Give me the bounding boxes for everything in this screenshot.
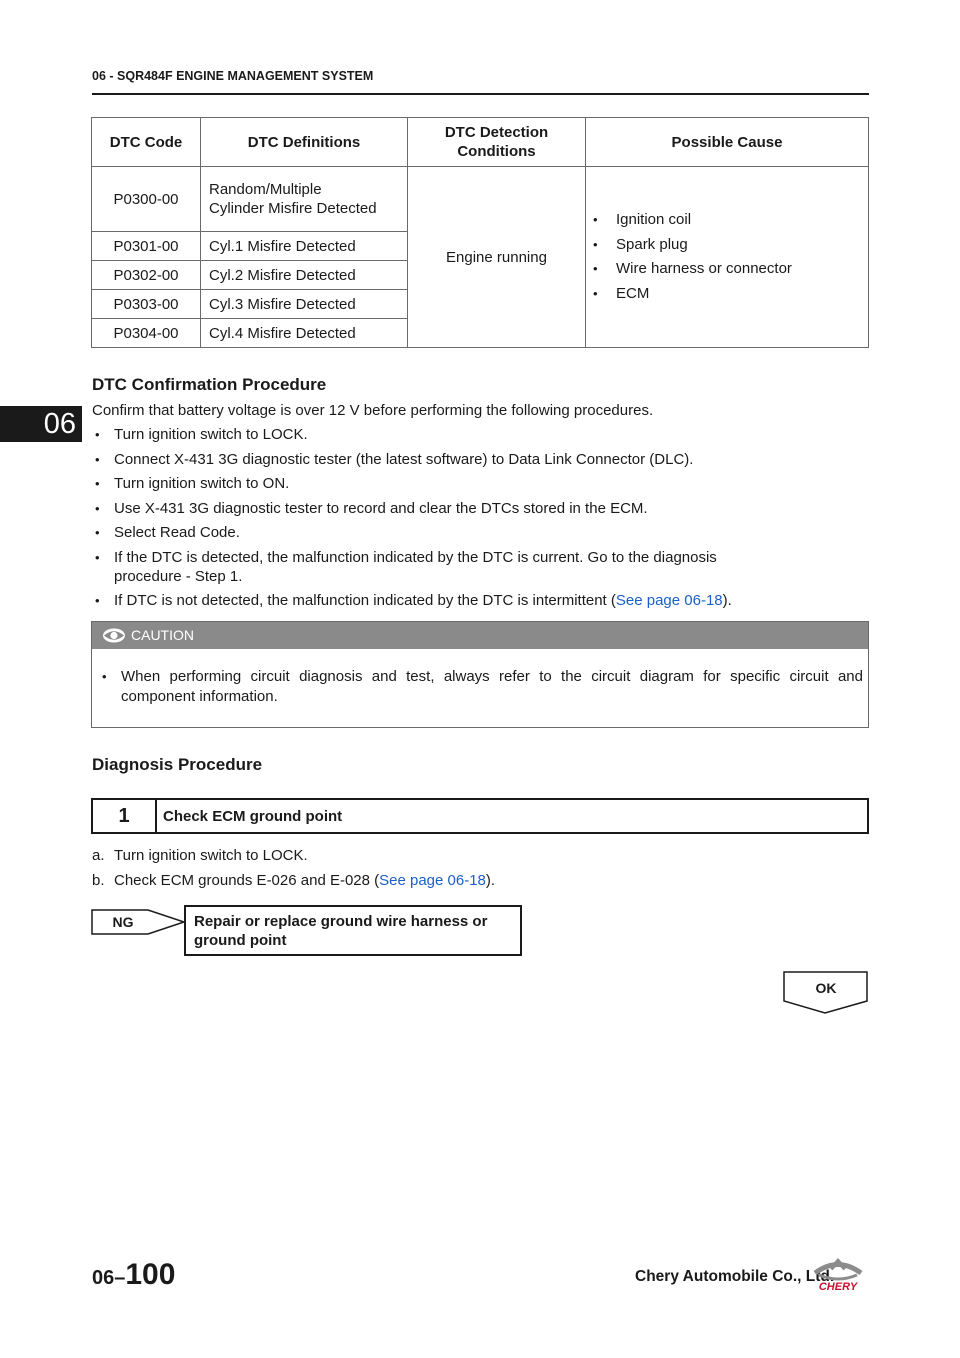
page-reference-link[interactable]: See page 06-18: [379, 871, 486, 889]
eye-icon: [102, 627, 126, 644]
list-item: [92, 846, 495, 865]
logo-text: CHERY: [818, 1281, 858, 1292]
caution-label: CAUTION: [131, 627, 194, 643]
table-header: DTC Detection Conditions: [408, 118, 586, 167]
list-item: [114, 591, 854, 610]
header-title: 06 - SQR484F ENGINE MANAGEMENT SYSTEM: [92, 69, 374, 83]
dtc-condition: Engine running: [408, 167, 586, 348]
company-name: Chery Automobile Co., Ltd.: [635, 1268, 835, 1285]
dtc-definition: Cyl.4 Misfire Detected: [201, 319, 408, 348]
list-item: • If the DTC is detected, the malfunction indicated by the DTC is current. Go to the diagnosis procedure - Step 1.: [114, 548, 774, 586]
list-item: [92, 871, 495, 890]
dtc-code: P0302-00: [92, 261, 201, 290]
page-number-value: 100: [125, 1258, 176, 1291]
caution-header: [92, 622, 868, 649]
page-prefix: 06–: [92, 1267, 126, 1289]
ok-label: OK: [815, 980, 837, 996]
ok-arrow: [783, 971, 869, 1020]
confirmation-intro: Confirm that battery voltage is over 12 V before performing the following procedures.: [92, 402, 654, 419]
chapter-tab: [0, 406, 82, 442]
dtc-definition: Cyl.3 Misfire Detected: [201, 290, 408, 319]
table-header-row: [92, 118, 869, 167]
dtc-definition: Cyl.2 Misfire Detected: [201, 261, 408, 290]
table-row: [92, 167, 869, 232]
list-item: • ECM: [612, 282, 868, 307]
list-item: • Wire harness or connector: [612, 257, 868, 282]
substep-text-end: ).: [485, 871, 496, 889]
dtc-code: P0300-00: [92, 167, 201, 232]
confirmation-steps: [114, 425, 854, 616]
header-rule: [92, 93, 869, 95]
ng-action-box: Repair or replace ground wire harness or ground point: [184, 905, 522, 956]
table-header: DTC Code: [92, 118, 201, 167]
substep-text: Check ECM grounds E-026 and E-028 (: [114, 871, 380, 889]
substeps-list: [92, 846, 495, 895]
step-box: [91, 798, 869, 834]
possible-cause-cell: [586, 167, 869, 348]
chery-logo: [807, 1256, 869, 1297]
list-item: • Use X-431 3G diagnostic tester to record and clear the DTCs stored in the ECM.: [114, 499, 854, 518]
logo-emblem-icon: [815, 1261, 861, 1279]
dtc-definition: Cyl.1 Misfire Detected: [201, 232, 408, 261]
substep-text: Turn ignition switch to LOCK.: [114, 847, 308, 864]
list-item: • Select Read Code.: [114, 523, 854, 542]
list-item: • Ignition coil: [612, 208, 868, 233]
page-number: [92, 1258, 175, 1292]
step-text: If DTC is not detected, the malfunction indicated by the DTC is intermittent (: [114, 592, 616, 609]
cause-list: [612, 208, 868, 306]
dtc-code: P0303-00: [92, 290, 201, 319]
caution-box: [91, 621, 869, 728]
step-text-end: ).: [722, 592, 732, 609]
step-number: 1: [93, 800, 157, 832]
ng-label: NG: [112, 914, 134, 930]
dtc-code: P0301-00: [92, 232, 201, 261]
list-item: • Connect X-431 3G diagnostic tester (the latest software) to Data Link Connector (DLC).: [114, 450, 854, 469]
confirmation-title: DTC Confirmation Procedure: [92, 375, 327, 394]
caution-text: • When performing circuit diagnosis and test, always refer to the circuit diagram for specific circuit and component information.: [121, 667, 863, 707]
table-header: Possible Cause: [586, 118, 869, 167]
dtc-table: [91, 117, 869, 348]
dtc-code: P0304-00: [92, 319, 201, 348]
page-reference-link[interactable]: See page 06-18: [615, 592, 723, 609]
diagnosis-title: Diagnosis Procedure: [92, 755, 263, 774]
substep-label: a.: [92, 847, 105, 864]
table-header: DTC Definitions: [201, 118, 408, 167]
ng-arrow: [91, 903, 186, 946]
caution-list: [121, 667, 863, 707]
dtc-definition: Random/Multiple Cylinder Misfire Detected: [201, 167, 408, 232]
step-title: Check ECM ground point: [163, 808, 343, 825]
substep-label: b.: [92, 871, 105, 889]
list-item: • Turn ignition switch to LOCK.: [114, 425, 854, 444]
chapter-tab-label: 06: [43, 408, 76, 440]
list-item: • Spark plug: [612, 233, 868, 258]
list-item: • Turn ignition switch to ON.: [114, 474, 854, 493]
